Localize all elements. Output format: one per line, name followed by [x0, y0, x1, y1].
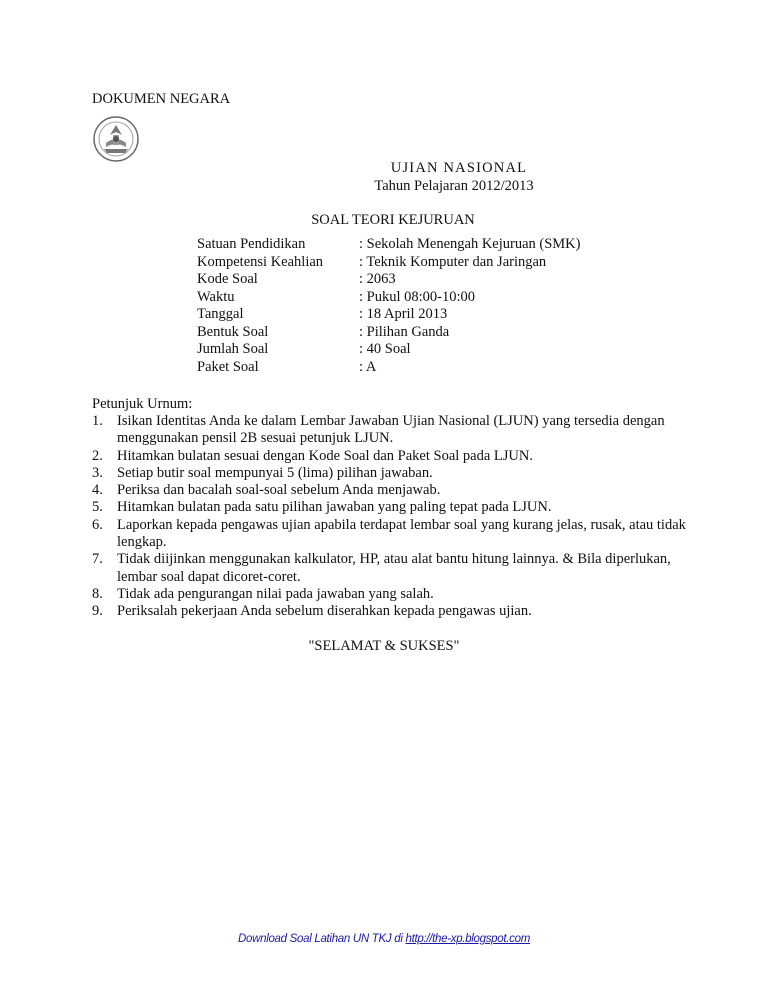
info-row [197, 359, 580, 377]
footer-download-note [0, 933, 768, 945]
info-row [197, 306, 580, 324]
list-item [92, 586, 692, 603]
item-text: Periksa dan bacalah soal-soal sebelum Anda menjawab. [117, 482, 441, 499]
item-text: Periksalah pekerjaan Anda sebelum diserahkan kepada pengawas ujian. [117, 603, 532, 620]
info-label: Kode Soal [197, 271, 258, 287]
closing-message: "SELAMAT & SUKSES" [308, 638, 460, 654]
exam-subject: SOAL TEORI KEJURUAN [311, 212, 475, 228]
info-value: : Sekolah Menengah Kejuruan (SMK) [359, 236, 581, 252]
info-row [197, 254, 580, 272]
item-number: 4. [92, 482, 103, 499]
info-row [197, 341, 580, 359]
info-label: Jumlah Soal [197, 341, 269, 357]
info-row [197, 271, 580, 289]
info-label: Tanggal [197, 306, 244, 322]
item-text: Hitamkan bulatan pada satu pilihan jawaban yang paling tepat pada LJUN. [117, 499, 552, 516]
list-item [92, 499, 692, 516]
info-label: Kompetensi Keahlian [197, 253, 324, 270]
item-number: 3. [92, 464, 103, 481]
info-value: : 18 April 2013 [359, 306, 448, 322]
info-label: Bentuk Soal [197, 323, 269, 340]
item-text: Hitamkan bulatan sesuai dengan Kode Soal dan Paket Soal pada LJUN. [117, 447, 533, 464]
item-number: 2. [92, 447, 103, 464]
item-number: 8. [92, 585, 103, 602]
info-row [197, 289, 580, 307]
instructions-heading: Petunjuk Urnum: [92, 396, 193, 412]
list-item [92, 465, 692, 482]
list-item [92, 603, 692, 620]
exam-title: UJIAN NASIONAL [390, 160, 528, 176]
info-value: : 40 Soal [359, 341, 411, 357]
exam-year: Tahun Pelajaran 2012/2013 [374, 178, 534, 194]
item-number: 5. [92, 499, 103, 516]
info-value: : Pukul 08:00-10:00 [359, 288, 476, 305]
exam-info-table [197, 236, 580, 376]
info-value: : Pilihan Ganda [359, 323, 450, 340]
list-item [92, 517, 692, 552]
item-text: Laporkan kepada pengawas ujian apabila terdapat lembar soal yang kurang jelas, rusak, atau tidak lengkap. [117, 516, 686, 551]
item-text: Tidak diijinkan menggunakan kalkulator, HP, atau alat bantu hitung lainnya. & Bila diperlukan, lembar soal dapat dicoret-coret. [117, 551, 671, 585]
list-item [92, 482, 692, 499]
item-number: 7. [92, 551, 103, 568]
item-number: 9. [92, 603, 103, 620]
item-number: 1. [92, 413, 103, 429]
instructions-list [92, 413, 692, 621]
info-label: Waktu [197, 288, 235, 305]
info-row [197, 324, 580, 342]
list-item [92, 413, 692, 448]
item-text: Setiap butir soal mempunyai 5 (lima) pilihan jawaban. [117, 464, 433, 481]
document-classification-label: DOKUMEN NEGARA [92, 91, 231, 107]
item-text: Tidak ada pengurangan nilai pada jawaban yang salah. [117, 585, 434, 602]
item-text: Isikan Identitas Anda ke dalam Lembar Jawaban Ujian Nasional (LJUN) yang tersedia dengan menggunakan pensil 2B sesuai petunjuk LJUN. [117, 413, 665, 447]
list-item [92, 551, 692, 586]
info-value: : 2063 [359, 271, 396, 287]
ministry-emblem-icon [92, 115, 140, 163]
item-number: 6. [92, 516, 103, 533]
info-value: : A [359, 358, 377, 375]
list-item [92, 448, 692, 465]
info-value: : Teknik Komputer dan Jaringan [359, 253, 547, 270]
info-row [197, 236, 580, 254]
info-label: Paket Soal [197, 358, 259, 375]
footer-prefix: Download Soal Latihan UN TKJ di [238, 933, 406, 945]
info-label: Satuan Pendidikan [197, 236, 306, 252]
footer-link[interactable]: http://the-xp.blogspot.com [405, 933, 530, 945]
